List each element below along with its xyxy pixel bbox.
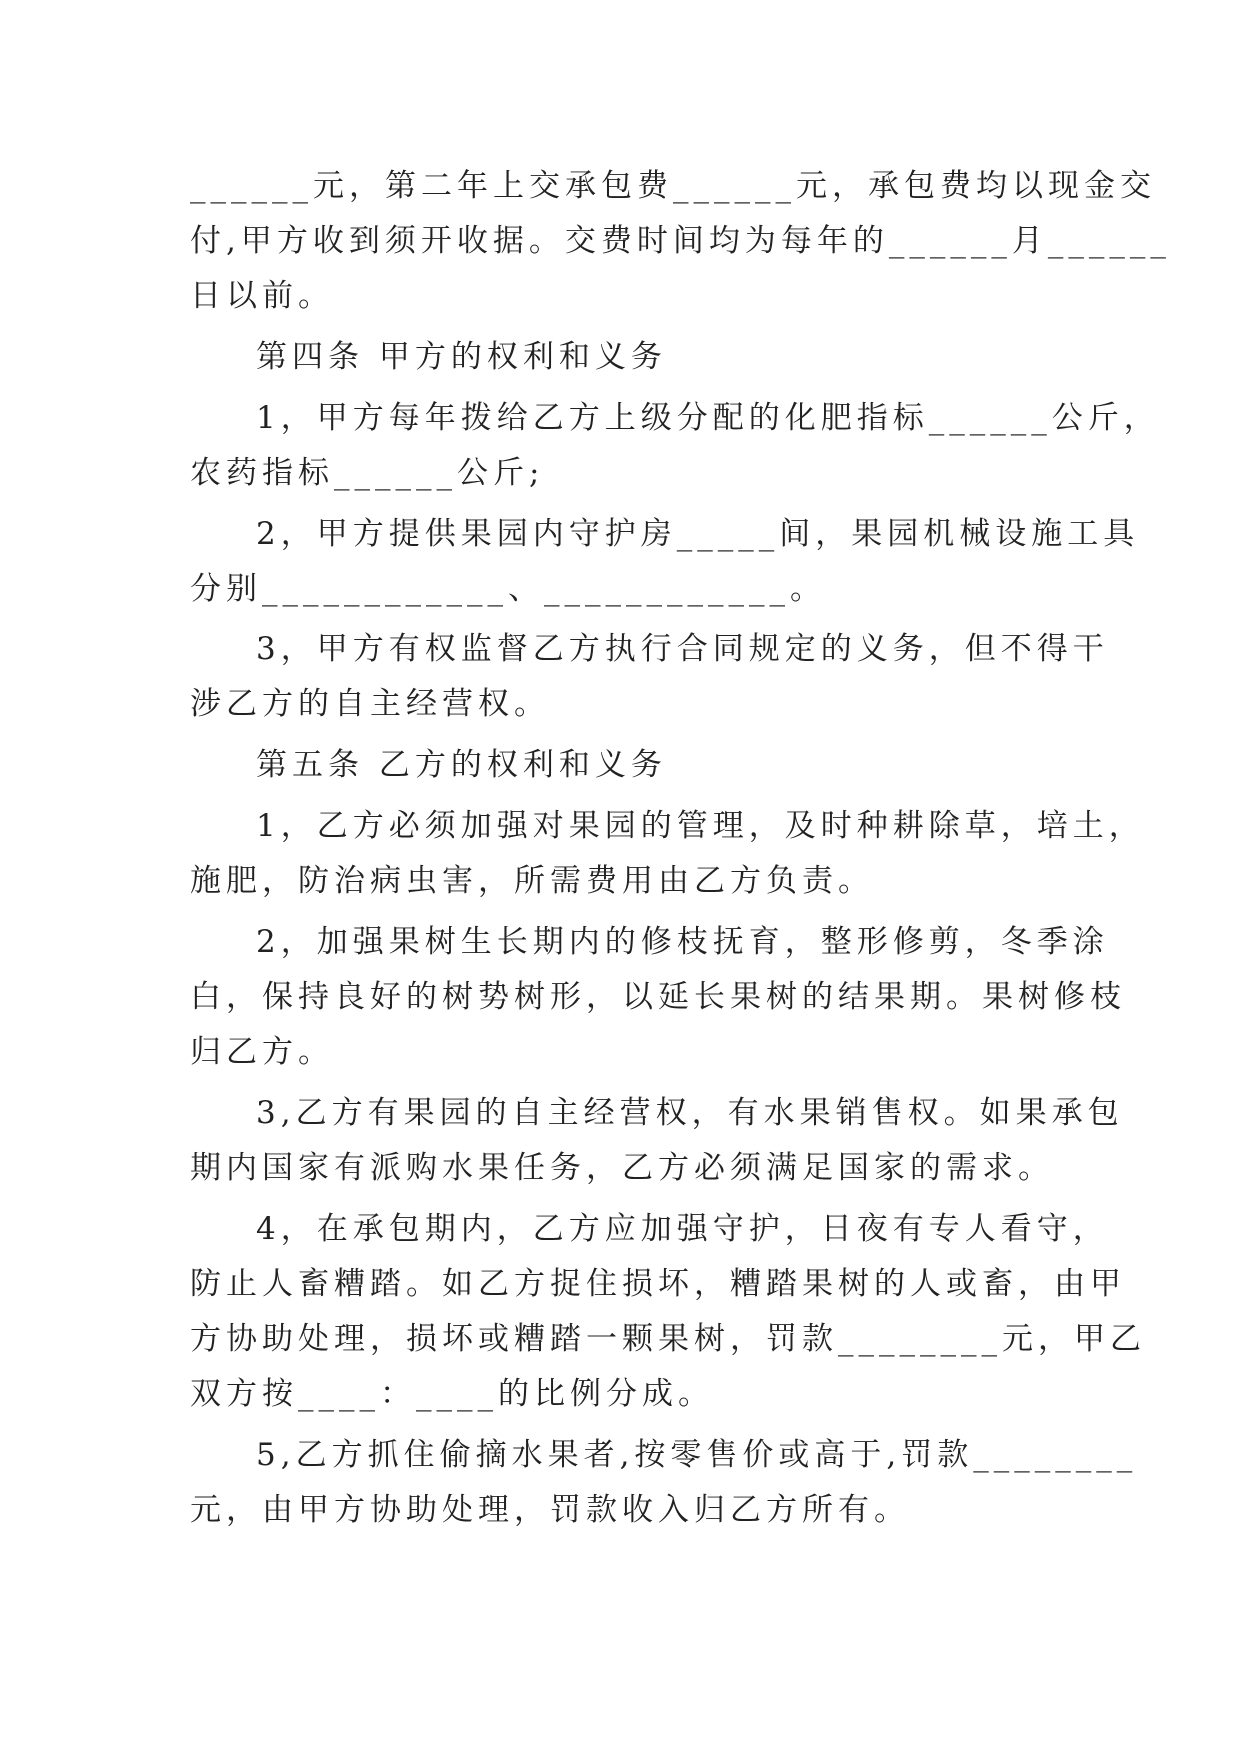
text-line: 元，由甲方协助处理，罚款收入归乙方所有。 [190, 1492, 910, 1528]
text-line: 1，乙方必须加强对果园的管理，及时种耕除草，培土， [256, 808, 1145, 844]
text-line: 日以前。 [190, 278, 334, 314]
text-line: 方协助处理，损坏或糟踏一颗果树，罚款________元，甲乙 [190, 1321, 1146, 1357]
text-line: ______元，第二年上交承包费______元，承包费均以现金交 [190, 168, 1156, 204]
section-heading: 第四条 甲方的权利和义务 [256, 339, 667, 375]
text-line: 2，甲方提供果园内守护房_____间，果园机械设施工具 [256, 516, 1140, 552]
text-line: 3,乙方有果园的自主经营权，有水果销售权。如果承包 [256, 1095, 1124, 1131]
text-line: 分别____________、____________。 [190, 571, 826, 607]
text-line: 1，甲方每年拨给乙方上级分配的化肥指标______公斤， [256, 400, 1160, 436]
text-line: 4，在承包期内，乙方应加强守护，日夜有专人看守， [256, 1211, 1109, 1247]
text-line: 施肥，防治病虫害，所需费用由乙方负责。 [190, 863, 874, 899]
section-heading: 第五条 乙方的权利和义务 [256, 747, 667, 783]
text-line: 农药指标______公斤; [190, 455, 545, 491]
text-line: 2，加强果树生长期内的修枝抚育，整形修剪，冬季涂 [256, 924, 1109, 960]
text-line: 归乙方。 [190, 1034, 334, 1070]
text-line: 3，甲方有权监督乙方执行合同规定的义务，但不得干 [256, 631, 1109, 667]
text-line: 期内国家有派购水果任务，乙方必须满足国家的需求。 [190, 1150, 1054, 1186]
text-line: 5,乙方抓住偷摘水果者,按零售价或高于,罚款________ [256, 1437, 1138, 1473]
text-line: 白，保持良好的树势树形，以延长果树的结果期。果树修枝 [190, 979, 1126, 1015]
text-line: 涉乙方的自主经营权。 [190, 686, 550, 722]
text-line: 付,甲方收到须开收据。交费时间均为每年的______月______ [190, 223, 1171, 259]
text-line: 防止人畜糟踏。如乙方捉住损坏，糟踏果树的人或畜，由甲 [190, 1266, 1126, 1302]
text-line: 双方按____：____的比例分成。 [190, 1376, 714, 1412]
